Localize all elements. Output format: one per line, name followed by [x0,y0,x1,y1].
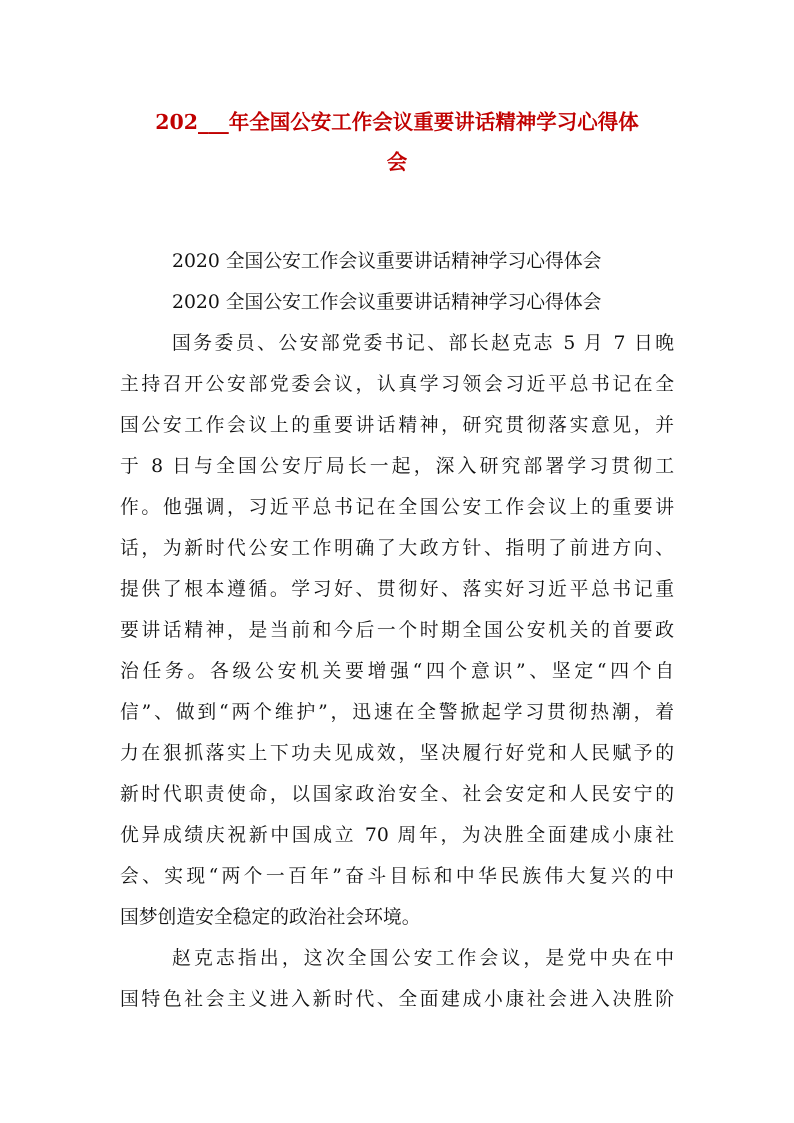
paragraph-line: 信”、做到“两个维护”，迅速在全警掀起学习贯彻热潮，着 [120,702,674,723]
paragraph-line: 话，为新时代公安工作明确了大政方针、指明了前进方向、 [120,538,674,559]
paragraph-line: 治任务。各级公安机关要增强“四个意识”、坚定“四个自 [120,661,674,682]
paragraph-line: 提供了根本遵循。学习好、贯彻好、落实好习近平总书记重 [120,579,674,600]
paragraph-line: 主持召开公安部党委会议，认真学习领会习近平总书记在全 [120,374,674,395]
document-title-line-1: 202___年全国公安工作会议重要讲话精神学习心得体 [155,110,639,134]
subtitle-line: 2020 全国公安工作会议重要讲话精神学习心得体会 [172,251,602,272]
paragraph-line: 新时代职责使命，以国家政治安全、社会安定和人民安宁的 [120,784,674,805]
paragraph-line: 会、实现“两个一百年”奋斗目标和中华民族伟大复兴的中 [120,866,674,887]
paragraph-line: 要讲话精神，是当前和今后一个时期全国公安机关的首要政 [120,620,674,641]
paragraph-line: 国特色社会主义进入新时代、全面建成小康社会进入决胜阶 [120,989,674,1010]
subtitle-line: 2020 全国公安工作会议重要讲话精神学习心得体会 [172,292,602,313]
paragraph-line: 国务委员、公安部党委书记、部长赵克志 5 月 7 日晚 [172,333,674,354]
paragraph-line: 国公安工作会议上的重要讲话精神，研究贯彻落实意见，并 [120,415,674,436]
paragraph-line: 于 8 日与全国公安厅局长一起，深入研究部署学习贯彻工 [120,456,674,477]
paragraph-line: 力在狠抓落实上下功夫见成效，坚决履行好党和人民赋予的 [120,743,674,764]
paragraph-line: 作。他强调，习近平总书记在全国公安工作会议上的重要讲 [120,497,674,518]
paragraph-line: 优异成绩庆祝新中国成立 70 周年，为决胜全面建成小康社 [120,825,674,846]
paragraph-line: 赵克志指出，这次全国公安工作会议，是党中央在中 [172,948,674,969]
document-title-line-2: 会 [386,150,408,174]
paragraph-line: 国梦创造安全稳定的政治社会环境。 [120,907,421,928]
